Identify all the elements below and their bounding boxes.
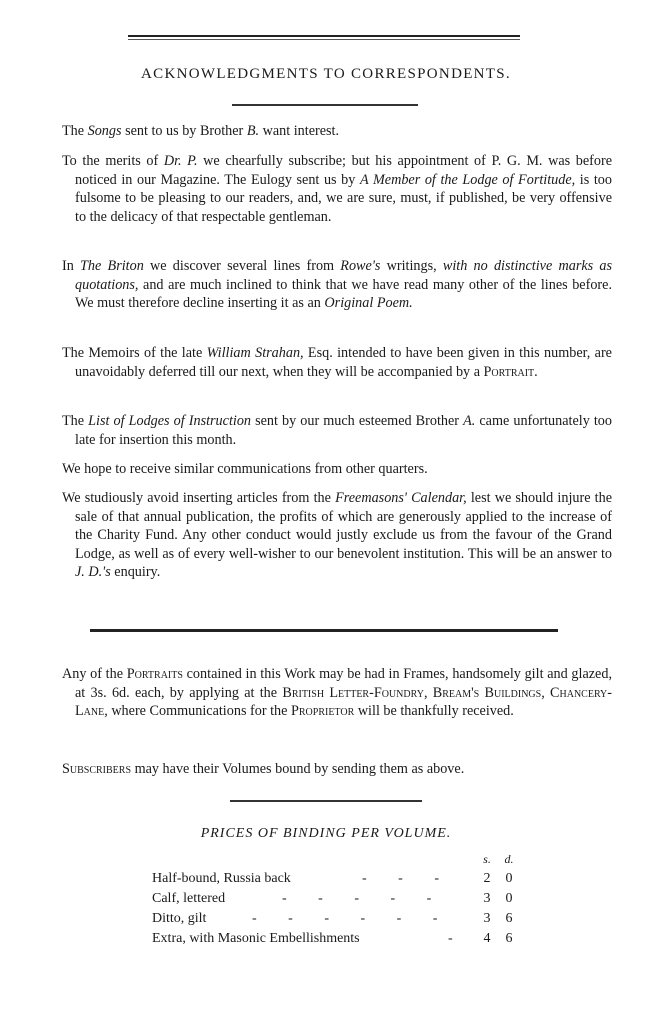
price-pence: 0 bbox=[505, 891, 513, 906]
price-row bbox=[152, 869, 532, 889]
paragraph-memoirs bbox=[62, 344, 612, 381]
leader-dots: - - - - - - bbox=[252, 911, 452, 926]
text: want interest. bbox=[259, 123, 340, 139]
text: writings, bbox=[380, 258, 443, 274]
page-title: ACKNOWLEDGMENTS TO CORRESPONDENTS. bbox=[141, 66, 511, 82]
text: and are much inclined to think that we have read many other of the lines before. We must therefore decline inserting it as an bbox=[75, 276, 612, 312]
heading-rule bbox=[232, 104, 418, 106]
paragraph-lodges bbox=[62, 412, 612, 449]
col-pence: d. bbox=[504, 852, 514, 866]
section-rule bbox=[90, 629, 558, 632]
prices-title: PRICES OF BINDING PER VOLUME. bbox=[200, 826, 452, 841]
text: sent by our much esteemed Brother bbox=[251, 413, 464, 429]
price-shillings: 3 bbox=[483, 891, 491, 906]
text-smallcaps: Proprietor bbox=[290, 703, 355, 720]
price-pence: 6 bbox=[505, 931, 513, 946]
text: Esq. intended to have been given in this number, are unavoidably deferred till our next, when they will be accompanied by a bbox=[75, 345, 612, 380]
leader-dots: - - - bbox=[362, 871, 453, 886]
paragraph-portraits bbox=[62, 665, 612, 721]
text: The bbox=[62, 413, 89, 429]
price-header-row bbox=[152, 849, 532, 869]
text: We hope to receive similar communications from other quarters. bbox=[62, 461, 428, 477]
text-italic: B. bbox=[246, 123, 260, 139]
text-italic: Rowe's bbox=[340, 258, 381, 274]
price-row bbox=[152, 929, 532, 949]
price-item: Ditto, gilt bbox=[152, 911, 207, 926]
text-smallcaps: British Letter-Foundry, Bream's Buildings, Chancery-Lane, bbox=[75, 684, 613, 720]
text: lest we should injure the sale of that annual publication, the profits of which are generously applied to the increase of the Charity Fund. Any other conduct would justly exclude us from the favour of the Grand Lodge, as well as of every well-wisher to our benevolent institution. This will be an answer to bbox=[75, 490, 612, 562]
text-italic: William Strahan, bbox=[206, 345, 304, 361]
text-italic: List of Lodges of Instruction bbox=[88, 413, 252, 429]
prices-rule bbox=[230, 800, 422, 802]
text-italic: Freemasons' Calendar, bbox=[335, 490, 467, 506]
text-smallcaps: Portrait. bbox=[483, 363, 538, 380]
text: In bbox=[62, 258, 81, 274]
text: We studiously avoid inserting articles from the bbox=[62, 490, 336, 506]
text: we discover several lines from bbox=[143, 258, 341, 274]
text: we chearfully subscribe; but his appointment of P. G. M. was before noticed in our Magazine. The Eulogy sent us by bbox=[75, 153, 612, 188]
leader-dots: - - - - - bbox=[282, 891, 446, 906]
text-smallcaps: Subscribers bbox=[62, 761, 132, 777]
price-pence: 0 bbox=[505, 871, 513, 886]
price-item: Extra, with Masonic Embellishments bbox=[152, 931, 360, 946]
text: may have their Volumes bound by sending them as above. bbox=[131, 761, 465, 777]
price-pence: 6 bbox=[505, 911, 513, 926]
text-italic: Songs bbox=[87, 123, 122, 139]
text-italic: with no distinctive marks as quotations, bbox=[75, 258, 612, 293]
text: The Memoirs of the late bbox=[62, 345, 207, 361]
paragraph-merits bbox=[62, 152, 612, 226]
paragraph-briton bbox=[62, 257, 612, 313]
paragraph-hope bbox=[62, 460, 612, 479]
price-item: Half-bound, Russia back bbox=[152, 871, 291, 886]
price-row bbox=[152, 909, 532, 929]
paragraph-subscribers bbox=[62, 760, 612, 779]
text: Any of the bbox=[62, 666, 127, 682]
text: where Communications for the bbox=[107, 703, 291, 720]
text: enquiry. bbox=[110, 564, 161, 581]
price-shillings: 2 bbox=[483, 871, 491, 886]
text-italic: Original Poem. bbox=[324, 295, 413, 312]
price-item: Calf, lettered bbox=[152, 891, 226, 906]
text: is too fulsome to be pleasing to our readers, and, we are sure, must, if published, be very offensive to the delicacy of that respectable gentleman. bbox=[75, 171, 612, 225]
text: contained in this Work may be had in Frames, handsomely gilt and glazed, at 3s. 6d. each, by applying at the bbox=[75, 666, 612, 701]
text: The bbox=[62, 123, 88, 139]
text-italic: Dr. P. bbox=[163, 153, 198, 169]
price-table bbox=[152, 849, 532, 949]
leader-dots: - bbox=[448, 931, 467, 946]
paragraph-songs bbox=[62, 122, 612, 141]
text: sent to us by Brother bbox=[121, 123, 247, 139]
price-shillings: 4 bbox=[483, 931, 491, 946]
text: will be thankfully received. bbox=[354, 703, 514, 720]
top-rule bbox=[128, 35, 520, 40]
text-italic: A. bbox=[463, 413, 476, 429]
text: came unfortunately too late for insertion this month. bbox=[75, 413, 612, 448]
text-italic: A Member of the Lodge of Fortitude, bbox=[359, 171, 576, 188]
price-shillings: 3 bbox=[483, 911, 491, 926]
text: To the merits of bbox=[62, 153, 164, 169]
text-italic: J. D.'s bbox=[75, 564, 111, 581]
price-row bbox=[152, 889, 532, 909]
paragraph-calendar bbox=[62, 489, 612, 582]
text-smallcaps: Portraits bbox=[126, 666, 183, 682]
col-shillings: s. bbox=[483, 852, 491, 866]
text-italic: The Briton bbox=[80, 258, 144, 274]
